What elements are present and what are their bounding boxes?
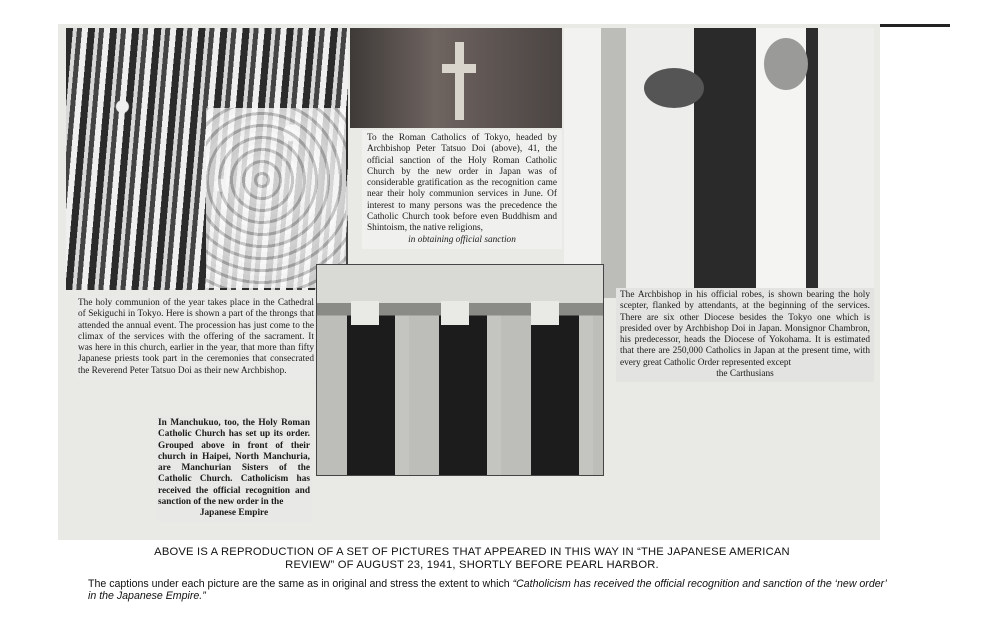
newspaper-clipping <box>58 24 880 540</box>
middle-caption <box>156 416 312 522</box>
right-caption <box>616 288 874 382</box>
manchurian-sisters-photo <box>316 264 604 476</box>
top-caption <box>362 130 562 249</box>
communion-crowd-photo <box>66 28 348 290</box>
note-lead: The captions under each picture are the same as in original and stress the extent to which <box>88 578 513 590</box>
altar-cross-photo <box>350 28 562 128</box>
top-caption-body: To the Roman Catholics of Tokyo, headed by Archbishop Peter Tatsuo Doi (above), 41, the official sanction of the Holy Roman Catholic Church by the new order in Japan was of considerable gratification as the recognition came near their holy communion services in June. Of interest to many persons was the precedence the Catholic Church took before even Buddhism and Shintoism, the native religions, <box>367 133 557 234</box>
reproduction-heading <box>62 546 882 571</box>
archbishop-photo <box>564 28 874 298</box>
right-caption-last-line: the Carthusians <box>716 369 774 380</box>
caption-note <box>88 578 888 602</box>
cross-icon <box>442 42 476 120</box>
heading-line-1: ABOVE IS A REPRODUCTION OF A SET OF PICTURES THAT APPEARED IN THIS WAY IN “THE JAPANESE AMERICAN <box>154 546 790 558</box>
note-quote: “Catholicism has received the official recognition and sanction of the ‘new order’ in the Japanese Empire.” <box>88 578 887 603</box>
heading-line-2: REVIEW” OF AUGUST 23, 1941, SHORTLY BEFORE PEARL HARBOR. <box>285 558 659 571</box>
left-caption: The holy communion of the year takes place in the Cathedral of Sekiguchi in Tokyo. Here is shown a part of the throngs that attended the annual event. The procession has just come to the climax of the services with the offering of the sacrament. It was here in this church, earlier in the year, that more than fifty Japanese priests took part in the ceremonies that consecrated the Reverend Peter Tatsuo Doi as their new Archbishop. <box>76 296 316 379</box>
middle-caption-last-line: Japanese Empire <box>199 508 269 519</box>
middle-caption-body: In Manchukuo, too, the Holy Roman Catholic Church has set up its order. Grouped above in front of their church in Haipei, North Manchuria, are Manchurian Sisters of the Catholic Church. Catholicism has received the official recognition and sanction of the new order in the <box>158 418 310 508</box>
right-caption-body: The Archbishop in his official robes, is shown bearing the holy scepter, flanked by attendants, at the beginning of the services. There are six other Diocese besides the Tokyo one which is presided over by Archbishop Doi in Japan. Monsignor Chambron, his predecessor, heads the Diocese of Yokohama. It is estimated that there are 250,000 Catholics in Japan at the present time, with every great Catholic Order represented except <box>620 290 870 368</box>
top-caption-last-line: in obtaining official sanction <box>408 234 516 245</box>
